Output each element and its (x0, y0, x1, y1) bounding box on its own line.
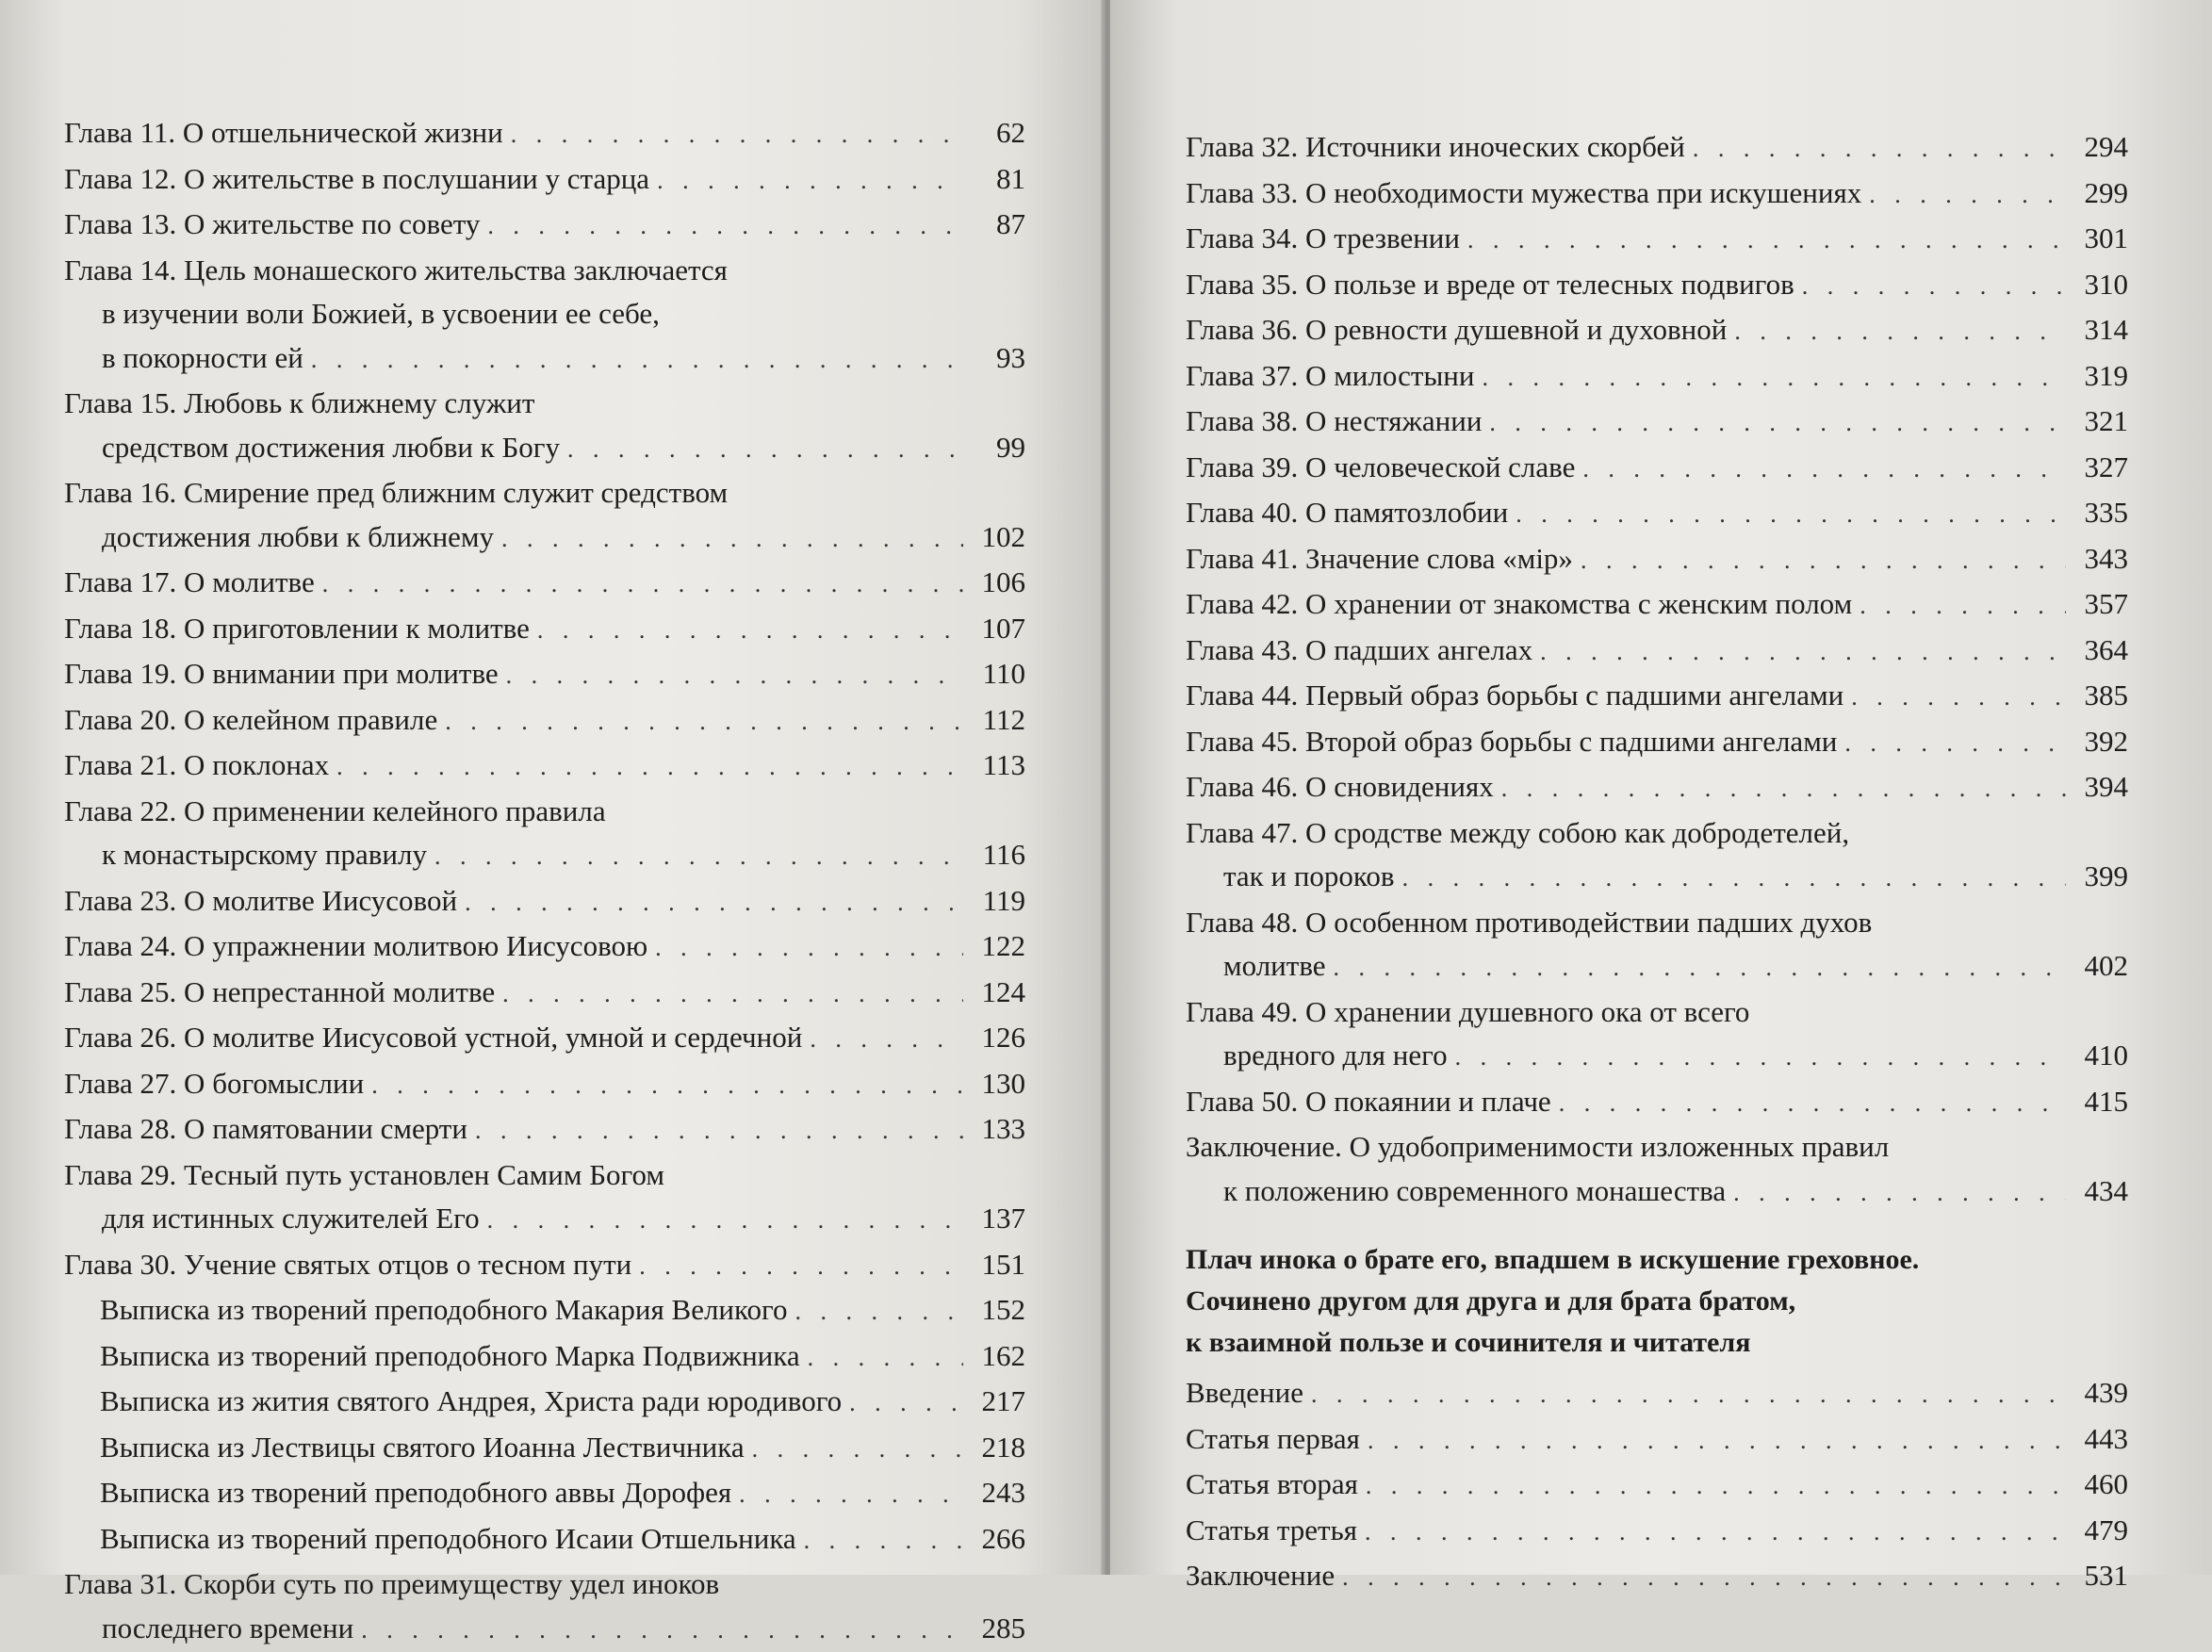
toc-entry (1186, 1554, 2128, 1600)
toc-entry (1186, 354, 2128, 401)
toc-entry-title: Глава 35. О пользе и вреде от телесных подвигов (1186, 263, 1794, 307)
toc-entry (1186, 582, 2128, 629)
toc-entry-title: Глава 15. Любовь к ближнему служит (64, 382, 534, 426)
toc-page-number: 137 (971, 1197, 1025, 1241)
dot-leader (1869, 173, 2066, 218)
toc-page-number: 335 (2073, 491, 2128, 535)
toc-entry-title: Глава 11. О отшельнической жизни (64, 111, 503, 155)
toc-entry (64, 561, 1025, 607)
toc-page-number: 285 (971, 1607, 1025, 1651)
toc-entry (1186, 1371, 2128, 1417)
toc-entry-title: Введение (1186, 1371, 1303, 1415)
toc-page-number: 107 (971, 607, 1025, 651)
toc-entry (64, 471, 1025, 561)
toc-entry (1186, 720, 2128, 766)
toc-page-number: 133 (971, 1107, 1025, 1152)
toc-entry-title: Глава 25. О непрестанной молитве (64, 971, 495, 1015)
toc-page-number: 93 (971, 336, 1025, 381)
toc-entry-line (1186, 720, 2128, 766)
dot-leader (1693, 127, 2066, 172)
left-page (0, 0, 1105, 1575)
toc-entry (1186, 263, 2128, 309)
toc-page-number: 124 (971, 971, 1025, 1015)
toc-entry-line (64, 561, 1025, 607)
dot-leader (336, 745, 963, 790)
toc-entry-title: Глава 44. Первый образ борьбы с падшими ангелами (1186, 674, 1843, 718)
toc-entry (64, 1471, 1025, 1517)
toc-entry-title: Глава 24. О упражнении молитвою Иисусовою (64, 924, 647, 969)
toc-entry-line (1186, 944, 2128, 990)
toc-entry (1186, 811, 2128, 901)
toc-entry-title: Глава 27. О богомыслии (64, 1062, 364, 1106)
toc-entry-title: Глава 33. О необходимости мужества при искушениях (1186, 172, 1861, 216)
toc-entry-title: Глава 48. О особенном противодействии падших духов (1186, 901, 1872, 945)
toc-page-number: 531 (2073, 1554, 2128, 1598)
toc-entry-line (1186, 1463, 2128, 1509)
toc-entry (1186, 674, 2128, 720)
toc-entry-title: достижения любви к ближнему (102, 515, 494, 560)
toc-page-number: 152 (971, 1288, 1025, 1333)
dot-leader (1559, 1082, 2066, 1126)
dot-leader (1368, 1419, 2066, 1464)
toc-entry-title: к положению современного монашества (1223, 1169, 1726, 1214)
dot-leader (487, 204, 963, 249)
dot-leader (502, 973, 963, 1017)
toc-entry-line (64, 292, 1025, 336)
toc-entry-line (64, 652, 1025, 698)
toc-page-number: 299 (2073, 172, 2128, 216)
dot-leader (808, 1336, 963, 1381)
toc-entry-title: Глава 18. О приготовлении к молитве (64, 607, 530, 651)
toc-entry (64, 1016, 1025, 1062)
dot-leader (1734, 310, 2066, 354)
toc-entry-line (1186, 811, 2128, 856)
dot-leader (1455, 1036, 2066, 1080)
toc-entry-title: Глава 28. О памятовании смерти (64, 1107, 467, 1152)
toc-entry-line (64, 833, 1025, 879)
toc-entry-title: Глава 30. Учение святых отцов о тесном пути (64, 1243, 631, 1287)
toc-entry-title: Статья третья (1186, 1509, 1357, 1553)
toc-page-number: 217 (971, 1380, 1025, 1424)
toc-entry-title: в покорности ей (102, 336, 303, 381)
toc-page-number: 460 (2073, 1463, 2128, 1507)
dot-leader (475, 1109, 963, 1153)
toc-page-number: 130 (971, 1062, 1025, 1106)
toc-entry-line (1186, 354, 2128, 401)
toc-right (1186, 125, 2128, 1600)
toc-entry-title: Глава 50. О покаянии и плаче (1186, 1080, 1551, 1124)
toc-entry (64, 790, 1025, 879)
toc-entry (64, 1562, 1025, 1652)
toc-entry (1186, 990, 2128, 1080)
toc-entry (1186, 217, 2128, 263)
toc-entry-line (1186, 125, 2128, 172)
toc-entry (64, 1288, 1025, 1334)
toc-page-number: 394 (2073, 765, 2128, 810)
toc-entry-line (1186, 217, 2128, 263)
dot-leader (1733, 1171, 2066, 1216)
toc-entry-line (64, 471, 1025, 515)
toc-entry-line (1186, 263, 2128, 309)
dot-leader (465, 881, 963, 925)
dot-leader (810, 1018, 963, 1062)
toc-entry-line (1186, 990, 2128, 1035)
toc-entry-line (64, 111, 1025, 157)
dot-leader (501, 517, 963, 562)
toc-entry (1186, 901, 2128, 990)
toc-entry-title: Глава 12. О жительстве в послушании у старца (64, 157, 649, 202)
toc-page-number: 385 (2073, 674, 2128, 718)
toc-entry-line (1186, 537, 2128, 583)
toc-entry-title: вредного для него (1223, 1034, 1448, 1078)
toc-entry-line (1186, 400, 2128, 446)
toc-entry (64, 1062, 1025, 1108)
toc-entry-line (64, 1243, 1025, 1289)
toc-entry-line (64, 336, 1025, 383)
toc-entry-line (64, 698, 1025, 744)
toc-page-number: 99 (971, 426, 1025, 470)
toc-entry-line (1186, 1371, 2128, 1417)
toc-entry-title: Статья первая (1186, 1417, 1360, 1462)
dot-leader (1365, 1511, 2066, 1555)
toc-entry-line (1186, 1169, 2128, 1216)
toc-entry-line (1186, 1554, 2128, 1600)
toc-entry-title: Глава 49. О хранении душевного ока от всего (1186, 990, 1749, 1035)
toc-page-number: 218 (971, 1426, 1025, 1470)
toc-entry (64, 698, 1025, 744)
toc-page-number: 415 (2073, 1080, 2128, 1124)
toc-page-number: 364 (2073, 629, 2128, 673)
toc-entry (1186, 1463, 2128, 1509)
toc-entry-title: Глава 40. О памятозлобии (1186, 491, 1508, 535)
toc-page-number: 113 (971, 744, 1025, 788)
toc-entry (64, 744, 1025, 790)
toc-entry-title: Глава 34. О трезвении (1186, 217, 1460, 261)
toc-entry (1186, 491, 2128, 537)
dot-leader (1860, 584, 2066, 629)
toc-entry (64, 1153, 1025, 1243)
toc-page-number: 434 (2073, 1169, 2128, 1214)
toc-page-number: 357 (2073, 582, 2128, 627)
toc-entry-title: Глава 23. О молитве Иисусовой (64, 879, 457, 924)
toc-page-number: 151 (971, 1243, 1025, 1287)
dot-leader (849, 1382, 963, 1426)
toc-entry-title: Глава 41. Значение слова «мiр» (1186, 537, 1573, 581)
toc-page-number: 301 (2073, 217, 2128, 261)
dot-leader (445, 700, 963, 744)
toc-entry-title: Глава 46. О сновидениях (1186, 765, 1494, 810)
dot-leader (1516, 493, 2066, 537)
toc-entry-line (64, 879, 1025, 925)
toc-entry-line (1186, 491, 2128, 537)
toc-page-number: 87 (971, 203, 1025, 247)
toc-entry-line (64, 203, 1025, 249)
toc-entry-title: Глава 13. О жительстве по совету (64, 203, 480, 247)
toc-entry (1186, 125, 2128, 172)
section-title (1186, 1239, 2128, 1364)
toc-entry-title: Глава 37. О милостыни (1186, 354, 1474, 399)
toc-page-number: 443 (2073, 1417, 2128, 1462)
toc-entry-title: Глава 32. Источники иноческих скорбей (1186, 125, 1685, 170)
dot-leader (1582, 448, 2066, 492)
toc-entry-line (64, 744, 1025, 790)
toc-right-chapters (1186, 125, 2128, 1215)
toc-page-number: 162 (971, 1334, 1025, 1379)
toc-entry-line (64, 924, 1025, 971)
toc-page-number: 319 (2073, 354, 2128, 399)
toc-entry (64, 1243, 1025, 1289)
toc-entry (64, 1380, 1025, 1426)
toc-entry (64, 1517, 1025, 1563)
toc-page-number: 402 (2073, 944, 2128, 989)
toc-entry-title: Глава 42. О хранении от знакомства с женским полом (1186, 582, 1852, 627)
toc-entry-title: Глава 20. О келейном правиле (64, 698, 437, 743)
toc-entry-line (1186, 1125, 2128, 1169)
dot-leader (506, 654, 963, 698)
dot-leader (1802, 265, 2066, 309)
toc-entry (1186, 446, 2128, 492)
toc-page-number: 439 (2073, 1371, 2128, 1415)
toc-entry-title: Глава 16. Смирение пред ближним служит средством (64, 471, 728, 515)
toc-page-number: 126 (971, 1016, 1025, 1060)
toc-entry-line (1186, 1509, 2128, 1555)
toc-entry-line (1186, 674, 2128, 720)
toc-left (64, 111, 1025, 1652)
toc-page-number: 343 (2073, 537, 2128, 581)
toc-entry-title: Глава 43. О падших ангелах (1186, 629, 1532, 673)
dot-leader (1311, 1373, 2066, 1417)
toc-entry (1186, 172, 2128, 218)
dot-leader (311, 338, 963, 383)
toc-right-section-entries (1186, 1371, 2128, 1600)
toc-page-number: 62 (971, 111, 1025, 155)
toc-entry-title: Глава 36. О ревности душевной и духовной (1186, 308, 1727, 352)
dot-leader (361, 1609, 963, 1652)
toc-entry-line (1186, 901, 2128, 945)
toc-entry (64, 607, 1025, 653)
dot-leader (1851, 676, 2066, 720)
toc-entry-title: Выписка из Лествицы святого Иоанна Лествичника (100, 1426, 745, 1470)
toc-entry (64, 1334, 1025, 1381)
toc-entry-title: Глава 38. О нестяжании (1186, 400, 1482, 444)
toc-page-number: 327 (2073, 446, 2128, 490)
dot-leader (487, 1199, 963, 1243)
section-title-line: к взаимной пользе и сочинителя и читателя (1186, 1322, 2128, 1364)
dot-leader (511, 113, 963, 157)
toc-page-number: 81 (971, 157, 1025, 202)
toc-entry-line (64, 426, 1025, 472)
toc-entry-title: Статья вторая (1186, 1463, 1358, 1507)
dot-leader (804, 1519, 963, 1563)
toc-entry-line (1186, 765, 2128, 811)
toc-entry-line (64, 1607, 1025, 1652)
toc-entry-line (1186, 1034, 2128, 1080)
toc-entry-line (64, 1426, 1025, 1472)
toc-entry-title: Глава 29. Тесный путь установлен Самим Богом (64, 1153, 664, 1198)
toc-entry-line (64, 1107, 1025, 1153)
dot-leader (434, 835, 963, 879)
toc-page-number: 106 (971, 561, 1025, 605)
toc-entry (64, 157, 1025, 204)
toc-entry-title: Выписка из творений преподобного аввы Дорофея (100, 1471, 731, 1515)
toc-entry (64, 382, 1025, 471)
toc-page-number: 119 (971, 879, 1025, 924)
toc-entry (1186, 400, 2128, 446)
toc-page-number: 243 (971, 1471, 1025, 1515)
toc-entry (1186, 765, 2128, 811)
dot-leader (371, 1064, 963, 1108)
toc-entry-line (64, 607, 1025, 653)
toc-page-number: 116 (971, 833, 1025, 877)
toc-entry-title: Глава 22. О применении келейного правила (64, 790, 606, 834)
toc-entry-title: Глава 31. Скорби суть по преимуществу удел иноков (64, 1562, 719, 1607)
toc-entry (1186, 1125, 2128, 1215)
toc-page-number: 392 (2073, 720, 2128, 764)
toc-entry-line (1186, 446, 2128, 492)
toc-page-number: 321 (2073, 400, 2128, 444)
toc-entry-line (64, 157, 1025, 204)
dot-leader (537, 609, 963, 653)
dot-leader (795, 1290, 963, 1334)
toc-entry-line (64, 1517, 1025, 1563)
toc-entry-line (1186, 855, 2128, 901)
toc-page-number: 294 (2073, 125, 2128, 170)
toc-entry-line (64, 1562, 1025, 1607)
toc-entry-line (64, 1062, 1025, 1108)
dot-leader (1334, 946, 2066, 990)
toc-entry (64, 879, 1025, 925)
toc-entry-title: Заключение. О удобоприменимости изложенных правил (1186, 1125, 1889, 1169)
toc-entry-title: Глава 26. О молитве Иисусовой устной, умной и сердечной (64, 1016, 802, 1060)
toc-page-number: 112 (971, 698, 1025, 743)
section-title-line: Плач инока о брате его, впадшем в искушение греховное. (1186, 1239, 2128, 1281)
dot-leader (1501, 767, 2066, 811)
dot-leader (639, 1245, 963, 1289)
toc-entry-title: Глава 39. О человеческой славе (1186, 446, 1575, 490)
toc-page-number: 122 (971, 924, 1025, 969)
toc-page-number: 314 (2073, 308, 2128, 352)
toc-entry-title: к монастырскому правилу (102, 833, 427, 877)
toc-entry-line (64, 1197, 1025, 1243)
toc-entry-title: Выписка из творений преподобного Марка Подвижника (100, 1334, 800, 1379)
dot-leader (739, 1473, 963, 1517)
toc-entry (64, 111, 1025, 157)
dot-leader (752, 1428, 963, 1472)
dot-leader (1467, 219, 2066, 263)
toc-entry-line (64, 790, 1025, 834)
toc-entry (1186, 1080, 2128, 1126)
toc-entry (64, 249, 1025, 383)
toc-entry-line (64, 1288, 1025, 1334)
toc-entry-line (1186, 1417, 2128, 1464)
toc-entry (64, 203, 1025, 249)
toc-entry-title: так и пороков (1223, 855, 1395, 899)
toc-entry-line (64, 1471, 1025, 1517)
toc-entry-title: Глава 45. Второй образ борьбы с падшими ангелами (1186, 720, 1837, 764)
toc-entry-line (64, 1380, 1025, 1426)
toc-entry-title: Глава 17. О молитве (64, 561, 315, 605)
dot-leader (655, 926, 963, 971)
toc-entry-title: молитве (1223, 944, 1326, 989)
toc-entry-title: для истинных служителей Его (102, 1197, 480, 1241)
toc-entry-line (64, 1153, 1025, 1198)
dot-leader (1366, 1464, 2066, 1509)
toc-page-number: 479 (2073, 1509, 2128, 1553)
toc-entry (64, 1107, 1025, 1153)
toc-entry-line (1186, 308, 2128, 354)
toc-entry (1186, 629, 2128, 675)
toc-page-number: 399 (2073, 855, 2128, 899)
toc-page-number: 410 (2073, 1034, 2128, 1078)
dot-leader (1482, 356, 2066, 401)
toc-entry (64, 1426, 1025, 1472)
toc-entry (64, 652, 1025, 698)
toc-entry (64, 971, 1025, 1017)
dot-leader (657, 159, 963, 204)
toc-entry-title: средством достижения любви к Богу (102, 426, 560, 470)
dot-leader (1342, 1556, 2066, 1600)
toc-entry-title: Выписка из творений преподобного Исаии Отшельника (100, 1517, 796, 1562)
toc-entry-title: Выписка из творений преподобного Макария Великого (100, 1288, 787, 1333)
toc-entry-line (1186, 629, 2128, 675)
toc-entry-title: Глава 14. Цель монашеского жительства заключается (64, 249, 728, 293)
toc-entry-line (64, 971, 1025, 1017)
toc-entry-title: Выписка из жития святого Андрея, Христа ради юродивого (100, 1380, 842, 1424)
toc-entry-title: Глава 21. О поклонах (64, 744, 329, 788)
dot-leader (567, 428, 963, 472)
toc-entry-line (1186, 1080, 2128, 1126)
toc-entry-title: Глава 47. О сродстве между собою как добродетелей, (1186, 811, 1849, 856)
toc-entry-line (1186, 172, 2128, 218)
toc-entry (1186, 1417, 2128, 1464)
toc-page-number: 310 (2073, 263, 2128, 307)
toc-page-number: 110 (971, 652, 1025, 696)
toc-entry-title: в изучении воли Божией, в усвоении ее себе, (102, 292, 660, 336)
toc-entry (1186, 1509, 2128, 1555)
toc-entry-title: Заключение (1186, 1554, 1335, 1598)
toc-entry-line (64, 515, 1025, 562)
toc-entry-line (1186, 582, 2128, 629)
dot-leader (1402, 857, 2066, 901)
toc-entry-line (64, 1016, 1025, 1062)
section-title-line: Сочинено другом для друга и для брата братом, (1186, 1281, 2128, 1322)
toc-entry (64, 924, 1025, 971)
dot-leader (1844, 722, 2066, 766)
toc-page-number: 102 (971, 515, 1025, 560)
right-page (1110, 0, 2212, 1575)
toc-entry-title: последнего времени (102, 1607, 353, 1651)
toc-entry (1186, 308, 2128, 354)
toc-entry (1186, 537, 2128, 583)
toc-entry-title: Глава 19. О внимании при молитве (64, 652, 499, 696)
dot-leader (1540, 630, 2066, 675)
toc-entry-line (64, 382, 1025, 426)
dot-leader (1581, 539, 2066, 583)
toc-page-number: 266 (971, 1517, 1025, 1562)
dot-leader (1489, 401, 2066, 446)
toc-entry-line (64, 249, 1025, 293)
toc-entry-line (64, 1334, 1025, 1381)
dot-leader (322, 563, 963, 607)
